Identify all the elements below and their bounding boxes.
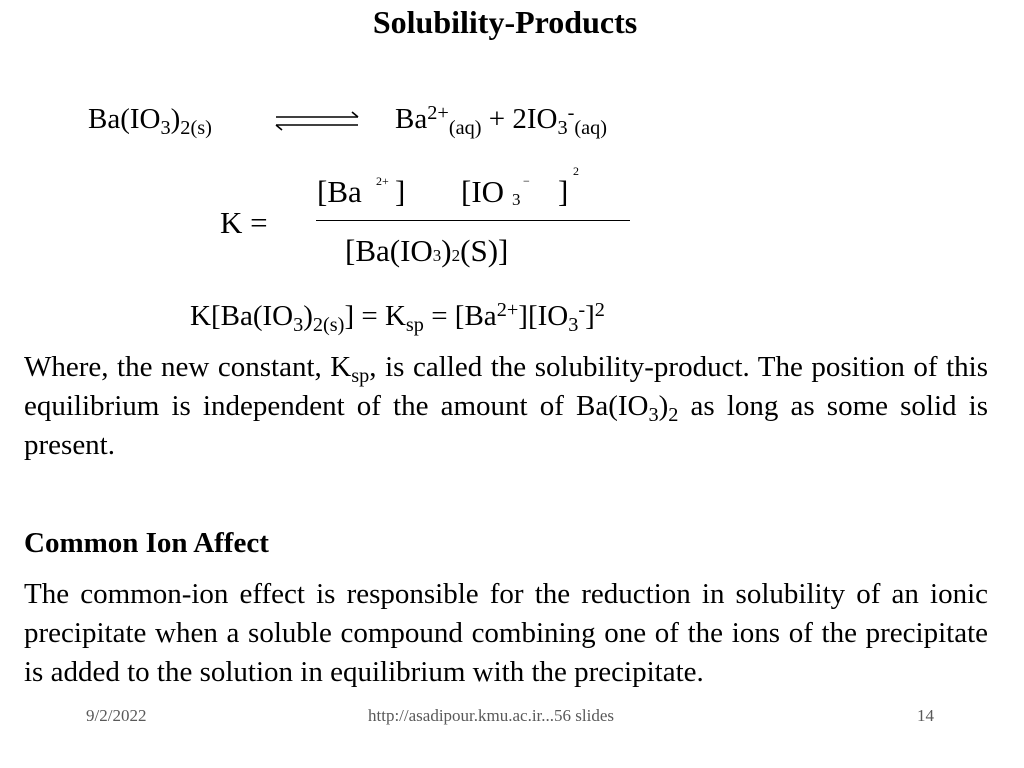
numerator-ba: [Ba — [317, 174, 362, 209]
numerator-exponent: 2 — [573, 164, 579, 178]
numerator-io-subscript: 3 — [512, 190, 521, 209]
numerator-bracket-2: ] — [558, 174, 569, 209]
common-ion-paragraph: The common-ion effect is responsible for the reduction in solubility of an ionic precipitate when a soluble compound combining one of the ions of the precipitate is added to the solution in equilibrium with the precipitate. — [24, 578, 988, 688]
footer-url: http://asadipour.kmu.ac.ir...56 slides — [368, 706, 615, 725]
k-numerator — [317, 164, 597, 218]
footer-date: 9/2/2022 — [86, 706, 147, 725]
fraction-bar — [316, 220, 630, 221]
k-denominator: [Ba(IO3)2(S)] — [345, 233, 509, 268]
ksp-equation: $K[Ba(IO_3)_{2(s)}] = K_{sp} = [Ba^{2+}][IO_3^-]^2$ — [190, 298, 605, 337]
equilibrium-products: $Ba^{2+}_{(aq)} + 2IO_3^-_{(aq)}$ — [395, 101, 607, 140]
footer-page-number: 14 — [917, 706, 934, 725]
numerator-bracket-1: ] — [395, 174, 406, 209]
slide-title: Solubility-Products — [372, 4, 638, 40]
equilibrium-reactant: $Ba(IO_3)_{2(s)}$ — [88, 103, 212, 140]
section-heading: Common Ion Affect — [24, 527, 269, 559]
numerator-io-charge: − — [523, 174, 530, 188]
numerator-ba-charge: 2+ — [376, 174, 389, 188]
equilibrium-arrow-icon — [272, 111, 362, 131]
k-label: K = — [220, 205, 268, 240]
solubility-product-paragraph: Where, the new constant, $K_{sp}$, is called the solubility-product. The position of this equilibrium is independent of the amount of $Ba(IO_3)_2$ as long as some solid is present. — [24, 351, 988, 461]
numerator-io: [IO — [461, 174, 505, 209]
